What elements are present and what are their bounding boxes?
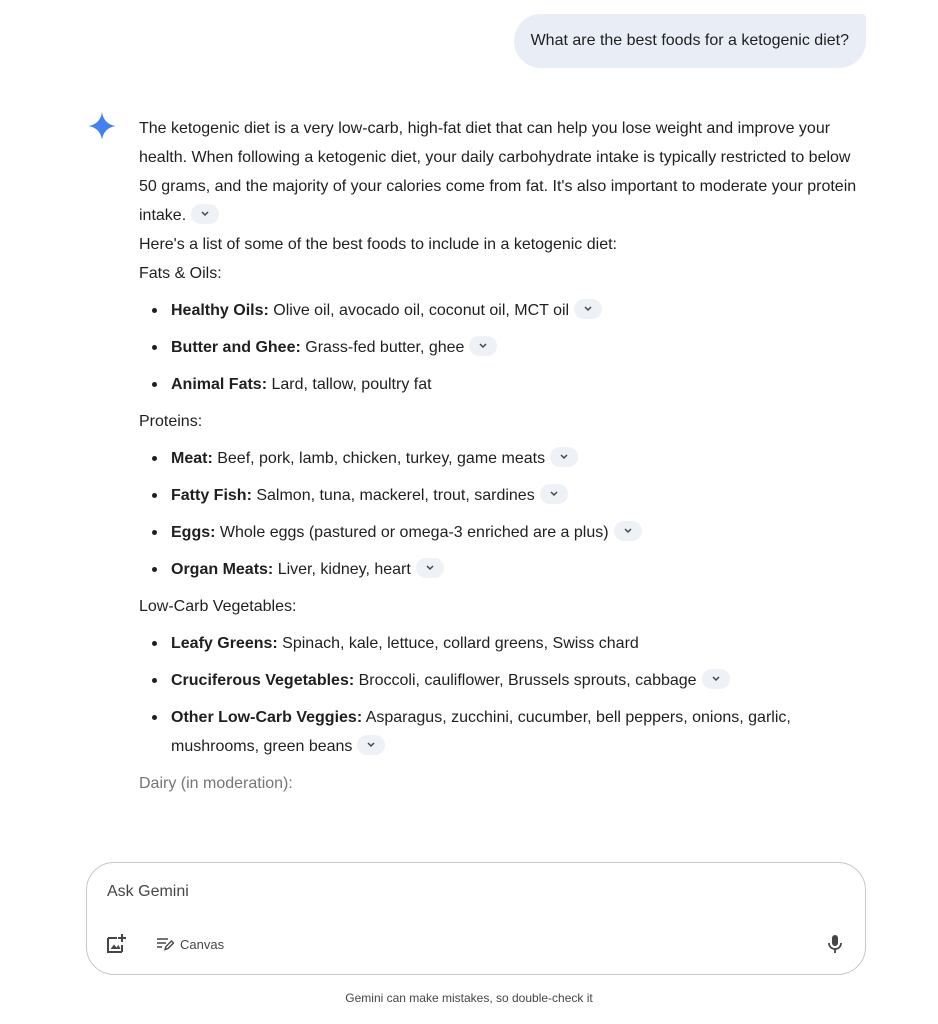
list-item — [139, 444, 869, 473]
disclaimer-text: Gemini can make mistakes, so double-check it — [345, 991, 593, 1005]
list-item — [139, 703, 869, 761]
chevron-down-icon — [559, 453, 569, 461]
list-item — [139, 518, 869, 547]
chevron-down-icon — [549, 490, 559, 498]
response-intro-text: The ketogenic diet is a very low-carb, high-fat diet that can help you lose weight and improve your health. When following a ketogenic diet, your daily carbohydrate intake is typically restricted to below 50 grams, and the majority of your calories come from fat. It's also important to moderate your protein intake. — [139, 120, 857, 224]
item-label: Eggs: — [171, 524, 216, 541]
user-message-text: What are the best foods for a ketogenic diet? — [530, 32, 849, 49]
source-chip[interactable] — [357, 735, 385, 755]
item-label: Healthy Oils: — [171, 302, 269, 319]
canvas-icon — [156, 937, 174, 951]
item-label: Organ Meats: — [171, 561, 274, 578]
section-heading-vegetables: Low-Carb Vegetables: — [139, 598, 297, 615]
assistant-response — [139, 114, 869, 806]
list-vegetables — [139, 629, 869, 761]
list-item — [139, 296, 869, 325]
item-text: Salmon, tuna, mackerel, trout, sardines — [251, 487, 535, 504]
user-message-bubble — [514, 14, 866, 68]
item-label: Cruciferous Vegetables: — [171, 672, 355, 689]
list-intro-paragraph: Here's a list of some of the best foods to include in a ketogenic diet: — [139, 236, 617, 253]
item-text: Asparagus, zucchini, cucumber, bell peppers, onions, garlic, mushrooms, green beans — [171, 709, 791, 755]
chevron-down-icon — [478, 342, 488, 350]
item-text: Broccoli, cauliflower, Brussels sprouts, cabbage — [354, 672, 697, 689]
prompt-composer[interactable] — [86, 862, 866, 975]
section-heading-dairy: Dairy (in moderation): — [139, 775, 293, 792]
item-text: Beef, pork, lamb, chicken, turkey, game meats — [212, 450, 546, 467]
prompt-input[interactable]: Ask Gemini — [107, 883, 189, 900]
item-text: Olive oil, avocado oil, coconut oil, MCT oil — [268, 302, 570, 319]
source-chip[interactable] — [574, 299, 602, 319]
list-item — [139, 370, 869, 399]
list-item — [139, 666, 869, 695]
item-text: Liver, kidney, heart — [273, 561, 411, 578]
source-chip[interactable] — [469, 336, 497, 356]
chevron-down-icon — [583, 305, 593, 313]
gemini-sparkle-icon — [87, 111, 117, 141]
list-proteins — [139, 444, 869, 584]
item-text: Grass-fed butter, ghee — [300, 339, 465, 356]
item-label: Butter and Ghee: — [171, 339, 301, 356]
microphone-icon[interactable] — [825, 933, 845, 955]
source-chip[interactable] — [614, 521, 642, 541]
scroll-fade — [0, 800, 938, 862]
item-label: Leafy Greens: — [171, 635, 278, 652]
chevron-down-icon — [425, 564, 435, 572]
canvas-label: Canvas — [180, 936, 225, 952]
section-heading-proteins: Proteins: — [139, 413, 203, 430]
source-chip[interactable] — [416, 558, 444, 578]
item-label: Meat: — [171, 450, 213, 467]
item-text: Whole eggs (pastured or omega-3 enriched are a plus) — [215, 524, 609, 541]
list-item — [139, 629, 869, 658]
item-text: Lard, tallow, poultry fat — [267, 376, 432, 393]
item-label: Fatty Fish: — [171, 487, 252, 504]
response-intro-paragraph — [139, 114, 869, 230]
list-fats — [139, 296, 869, 399]
source-chip[interactable] — [540, 484, 568, 504]
section-heading-fats: Fats & Oils: — [139, 265, 222, 282]
chevron-down-icon — [200, 210, 210, 218]
item-text: Spinach, kale, lettuce, collard greens, Swiss chard — [277, 635, 639, 652]
list-item — [139, 333, 869, 362]
item-label: Animal Fats: — [171, 376, 268, 393]
chevron-down-icon — [623, 527, 633, 535]
list-item — [139, 481, 869, 510]
chevron-down-icon — [366, 741, 376, 749]
source-chip[interactable] — [550, 447, 578, 467]
add-image-icon[interactable] — [105, 933, 127, 955]
source-chip[interactable] — [191, 204, 219, 224]
list-item — [139, 555, 869, 584]
canvas-button[interactable] — [156, 933, 224, 955]
item-label: Other Low-Carb Veggies: — [171, 709, 363, 726]
source-chip[interactable] — [702, 669, 730, 689]
chevron-down-icon — [711, 675, 721, 683]
